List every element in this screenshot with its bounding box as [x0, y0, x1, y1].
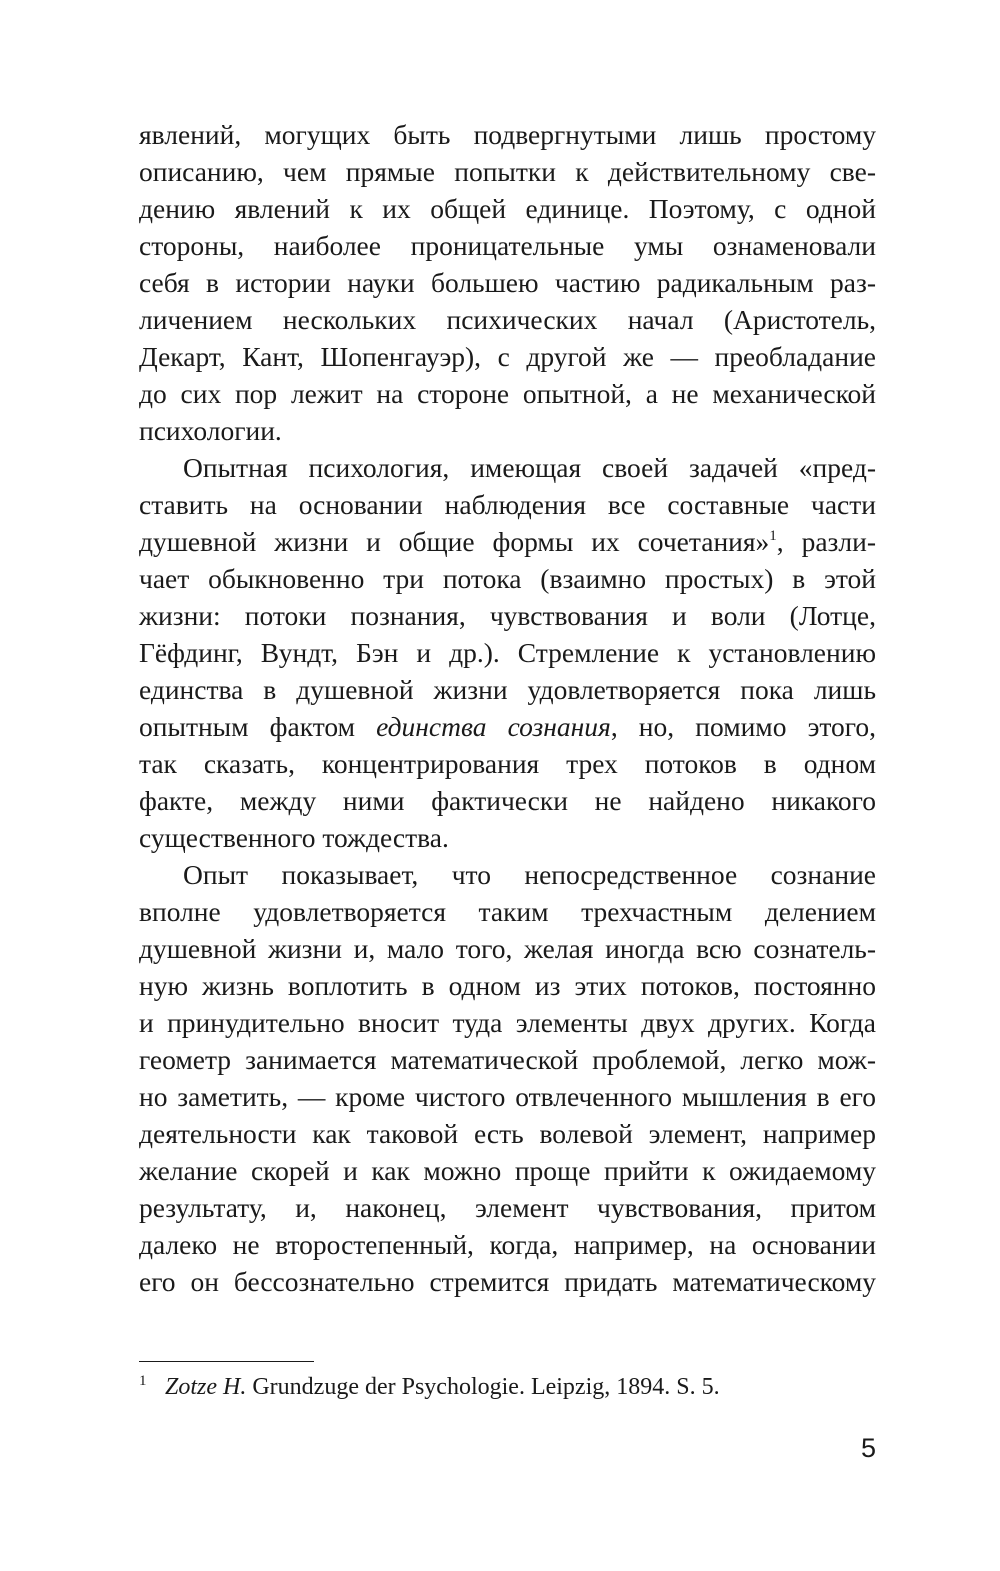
footnote-text: Grundzuge der Psychologie. Leipzig, 1894. S. 5.	[246, 1374, 720, 1400]
page-number: 5	[860, 1433, 876, 1463]
text-line: психологии.	[139, 415, 282, 446]
footnote-reference[interactable]: 1	[769, 528, 777, 544]
footnote-divider	[139, 1361, 314, 1362]
text-fragment: душевной жизни и общие формы их сочетания»	[139, 526, 770, 557]
text-line: вполне удовлетворяется таким трехчастным делением	[139, 896, 876, 927]
text-line: и принудительно вносит туда элементы двух других. Когда	[139, 1007, 876, 1038]
text-line: явлений, могущих быть подвергнутыми лишь простому	[139, 119, 876, 150]
text-line: себя в истории науки большею частию радикальным раз-	[139, 267, 876, 298]
text-line: но заметить, — кроме чистого отвлеченного мышления в его	[139, 1081, 876, 1112]
body-text	[139, 116, 876, 1300]
text-line: Опыт показывает, что непосредственное сознание	[183, 859, 876, 890]
footnote-author: Zotze H.	[165, 1374, 247, 1400]
text-line: существенного тождества.	[139, 822, 449, 853]
text-line: факте, между ними фактически не найдено никакого	[139, 785, 876, 816]
text-line: душевной жизни и, мало того, желая иногда всю сознатель-	[139, 933, 876, 964]
text-line: Опытная психология, имеющая своей задачей «пред-	[183, 452, 876, 483]
text-line: ставить на основании наблюдения все составные части	[139, 489, 876, 520]
text-line: стороны, наиболее проницательные умы ознаменовали	[139, 230, 876, 261]
text-line: желание скорей и как можно проще прийти к ожидаемому	[139, 1155, 876, 1186]
text-line: до сих пор лежит на стороне опытной, а не механической	[139, 378, 876, 409]
text-line: дению явлений к их общей единице. Поэтому, с одной	[139, 193, 876, 224]
text-line: Декарт, Кант, Шопенгауэр), с другой же — преобладание	[139, 341, 876, 372]
text-fragment: , разли-	[776, 526, 876, 557]
text-line: деятельности как таковой есть волевой элемент, например	[139, 1118, 876, 1149]
text-line: описанию, чем прямые попытки к действительному све-	[139, 156, 876, 187]
text-fragment: , но, помимо этого,	[610, 711, 876, 742]
text-line: геометр занимается математической проблемой, легко мож-	[139, 1044, 876, 1075]
text-line: Гёфдинг, Вундт, Бэн и др.). Стремление к установлению	[139, 637, 876, 668]
text-line: жизни: потоки познания, чувствования и воли (Лотце,	[139, 600, 876, 631]
text-line: ную жизнь воплотить в одном из этих потоков, постоянно	[139, 970, 876, 1001]
text-line	[139, 523, 876, 560]
text-line: так сказать, концентрирования трех потоков в одном	[139, 748, 876, 779]
text-fragment: опытным фактом	[139, 711, 355, 742]
text-line: чает обыкновенно три потока (взаимно простых) в этой	[139, 563, 876, 594]
text-line: личением нескольких психических начал (Аристотель,	[139, 304, 876, 335]
footnote: 1 Zotze H. Grundzuge der Psychologie. Leipzig, 1894. S. 5.	[139, 1373, 720, 1400]
emphasis-text: единства сознания	[376, 711, 611, 742]
text-line: единства в душевной жизни удовлетворяется пока лишь	[139, 674, 876, 705]
text-line: его он бессознательно стремится придать математическому	[139, 1266, 876, 1297]
text-line: далеко не второстепенный, когда, например, на основании	[139, 1229, 876, 1260]
text-line	[139, 708, 876, 745]
text-line: результату, и, наконец, элемент чувствования, притом	[139, 1192, 876, 1223]
